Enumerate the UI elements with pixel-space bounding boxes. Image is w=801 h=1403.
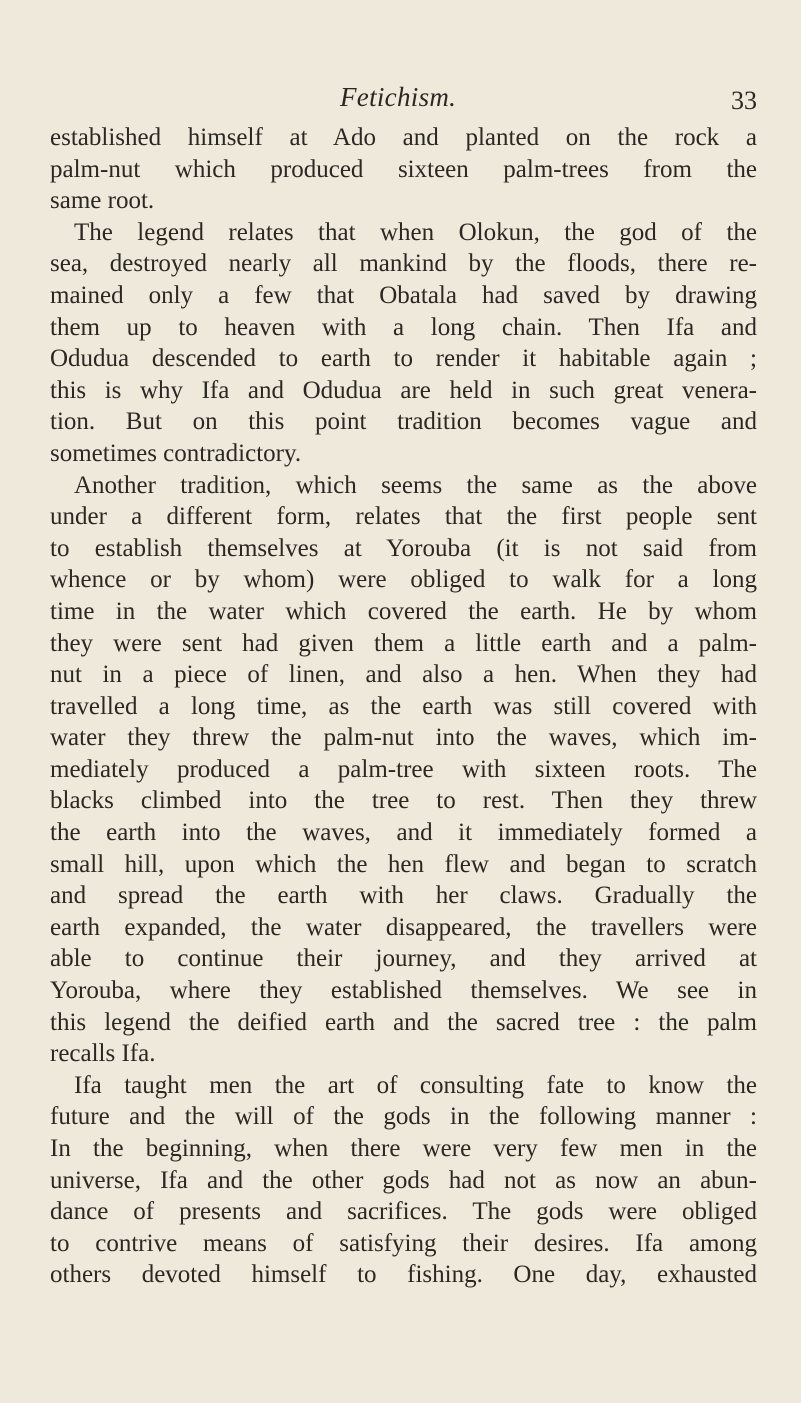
text-line: this legend the deified earth and the sacred tree : the palm bbox=[50, 1008, 757, 1036]
text-line: In the beginning, when there were very few men in the bbox=[50, 1135, 757, 1162]
text-line: under a different form, relates that the first people sent bbox=[50, 503, 757, 531]
text-line: tion. But on this point tradition becomes vague and bbox=[50, 408, 757, 436]
text-line: sometimes contradictory. bbox=[50, 439, 302, 467]
text-line: same root. bbox=[50, 187, 155, 215]
text-line: this is why Ifa and Odudua are held in such great venera- bbox=[50, 376, 757, 404]
text-line: the earth into the waves, and it immediately formed a bbox=[50, 819, 757, 847]
text-line: earth expanded, the water disappeared, the travellers were bbox=[50, 913, 757, 941]
text-line: travelled a long time, as the earth was still covered with bbox=[50, 692, 757, 720]
text-line: and spread the earth with her claws. Gradually the bbox=[50, 882, 757, 910]
text-line: to contrive means of satisfying their desires. Ifa among bbox=[50, 1229, 757, 1257]
text-line: blacks climbed into the tree to rest. Then they threw bbox=[50, 787, 757, 815]
text-line: they were sent had given them a little earth and a palm- bbox=[50, 629, 757, 657]
text-line: nut in a piece of linen, and also a hen. When they had bbox=[50, 661, 757, 689]
text-line: palm-nut which produced sixteen palm-trees from the bbox=[50, 155, 757, 183]
text-line: Ifa taught men the art of consulting fate to know the bbox=[74, 1071, 757, 1099]
text-line: Yorouba, where they established themselves. We see in bbox=[50, 977, 757, 1005]
text-line: dance of presents and sacrifices. The gods were obliged bbox=[50, 1198, 757, 1226]
text-line: water they threw the palm-nut into the waves, which im- bbox=[50, 724, 757, 752]
text-line: time in the water which covered the earth. He by whom bbox=[50, 597, 757, 625]
text-line: recalls Ifa. bbox=[50, 1040, 156, 1068]
text-line: future and the will of the gods in the following manner : bbox=[50, 1103, 757, 1131]
text-line: whence or by whom) were obliged to walk for a long bbox=[50, 566, 757, 594]
text-line: established himself at Ado and planted on the rock a bbox=[50, 124, 757, 151]
text-line: universe, Ifa and the other gods had not as now an abun- bbox=[50, 1166, 757, 1194]
text-line: sea, destroyed nearly all mankind by the floods, there re- bbox=[50, 250, 757, 278]
text-line: them up to heaven with a long chain. Then Ifa and bbox=[50, 313, 757, 341]
page-number: 33 bbox=[731, 86, 757, 115]
running-head bbox=[0, 82, 801, 122]
text-line: The legend relates that when Olokun, the god of the bbox=[74, 218, 757, 246]
text-line: others devoted himself to fishing. One day, exhausted bbox=[50, 1261, 757, 1289]
text-line: to establish themselves at Yorouba (it is not said from bbox=[50, 534, 757, 562]
text-line: small hill, upon which the hen flew and began to scratch bbox=[50, 850, 757, 878]
text-line: mediately produced a palm-tree with sixteen roots. The bbox=[50, 755, 757, 783]
body-text bbox=[50, 122, 757, 1291]
running-title: Fetichism. bbox=[340, 82, 457, 112]
text-line: Another tradition, which seems the same as the above bbox=[74, 471, 757, 499]
text-line: able to continue their journey, and they arrived at bbox=[50, 945, 757, 973]
text-line: mained only a few that Obatala had saved by drawing bbox=[50, 281, 757, 309]
text-line: Odudua descended to earth to render it habitable again ; bbox=[50, 345, 757, 373]
